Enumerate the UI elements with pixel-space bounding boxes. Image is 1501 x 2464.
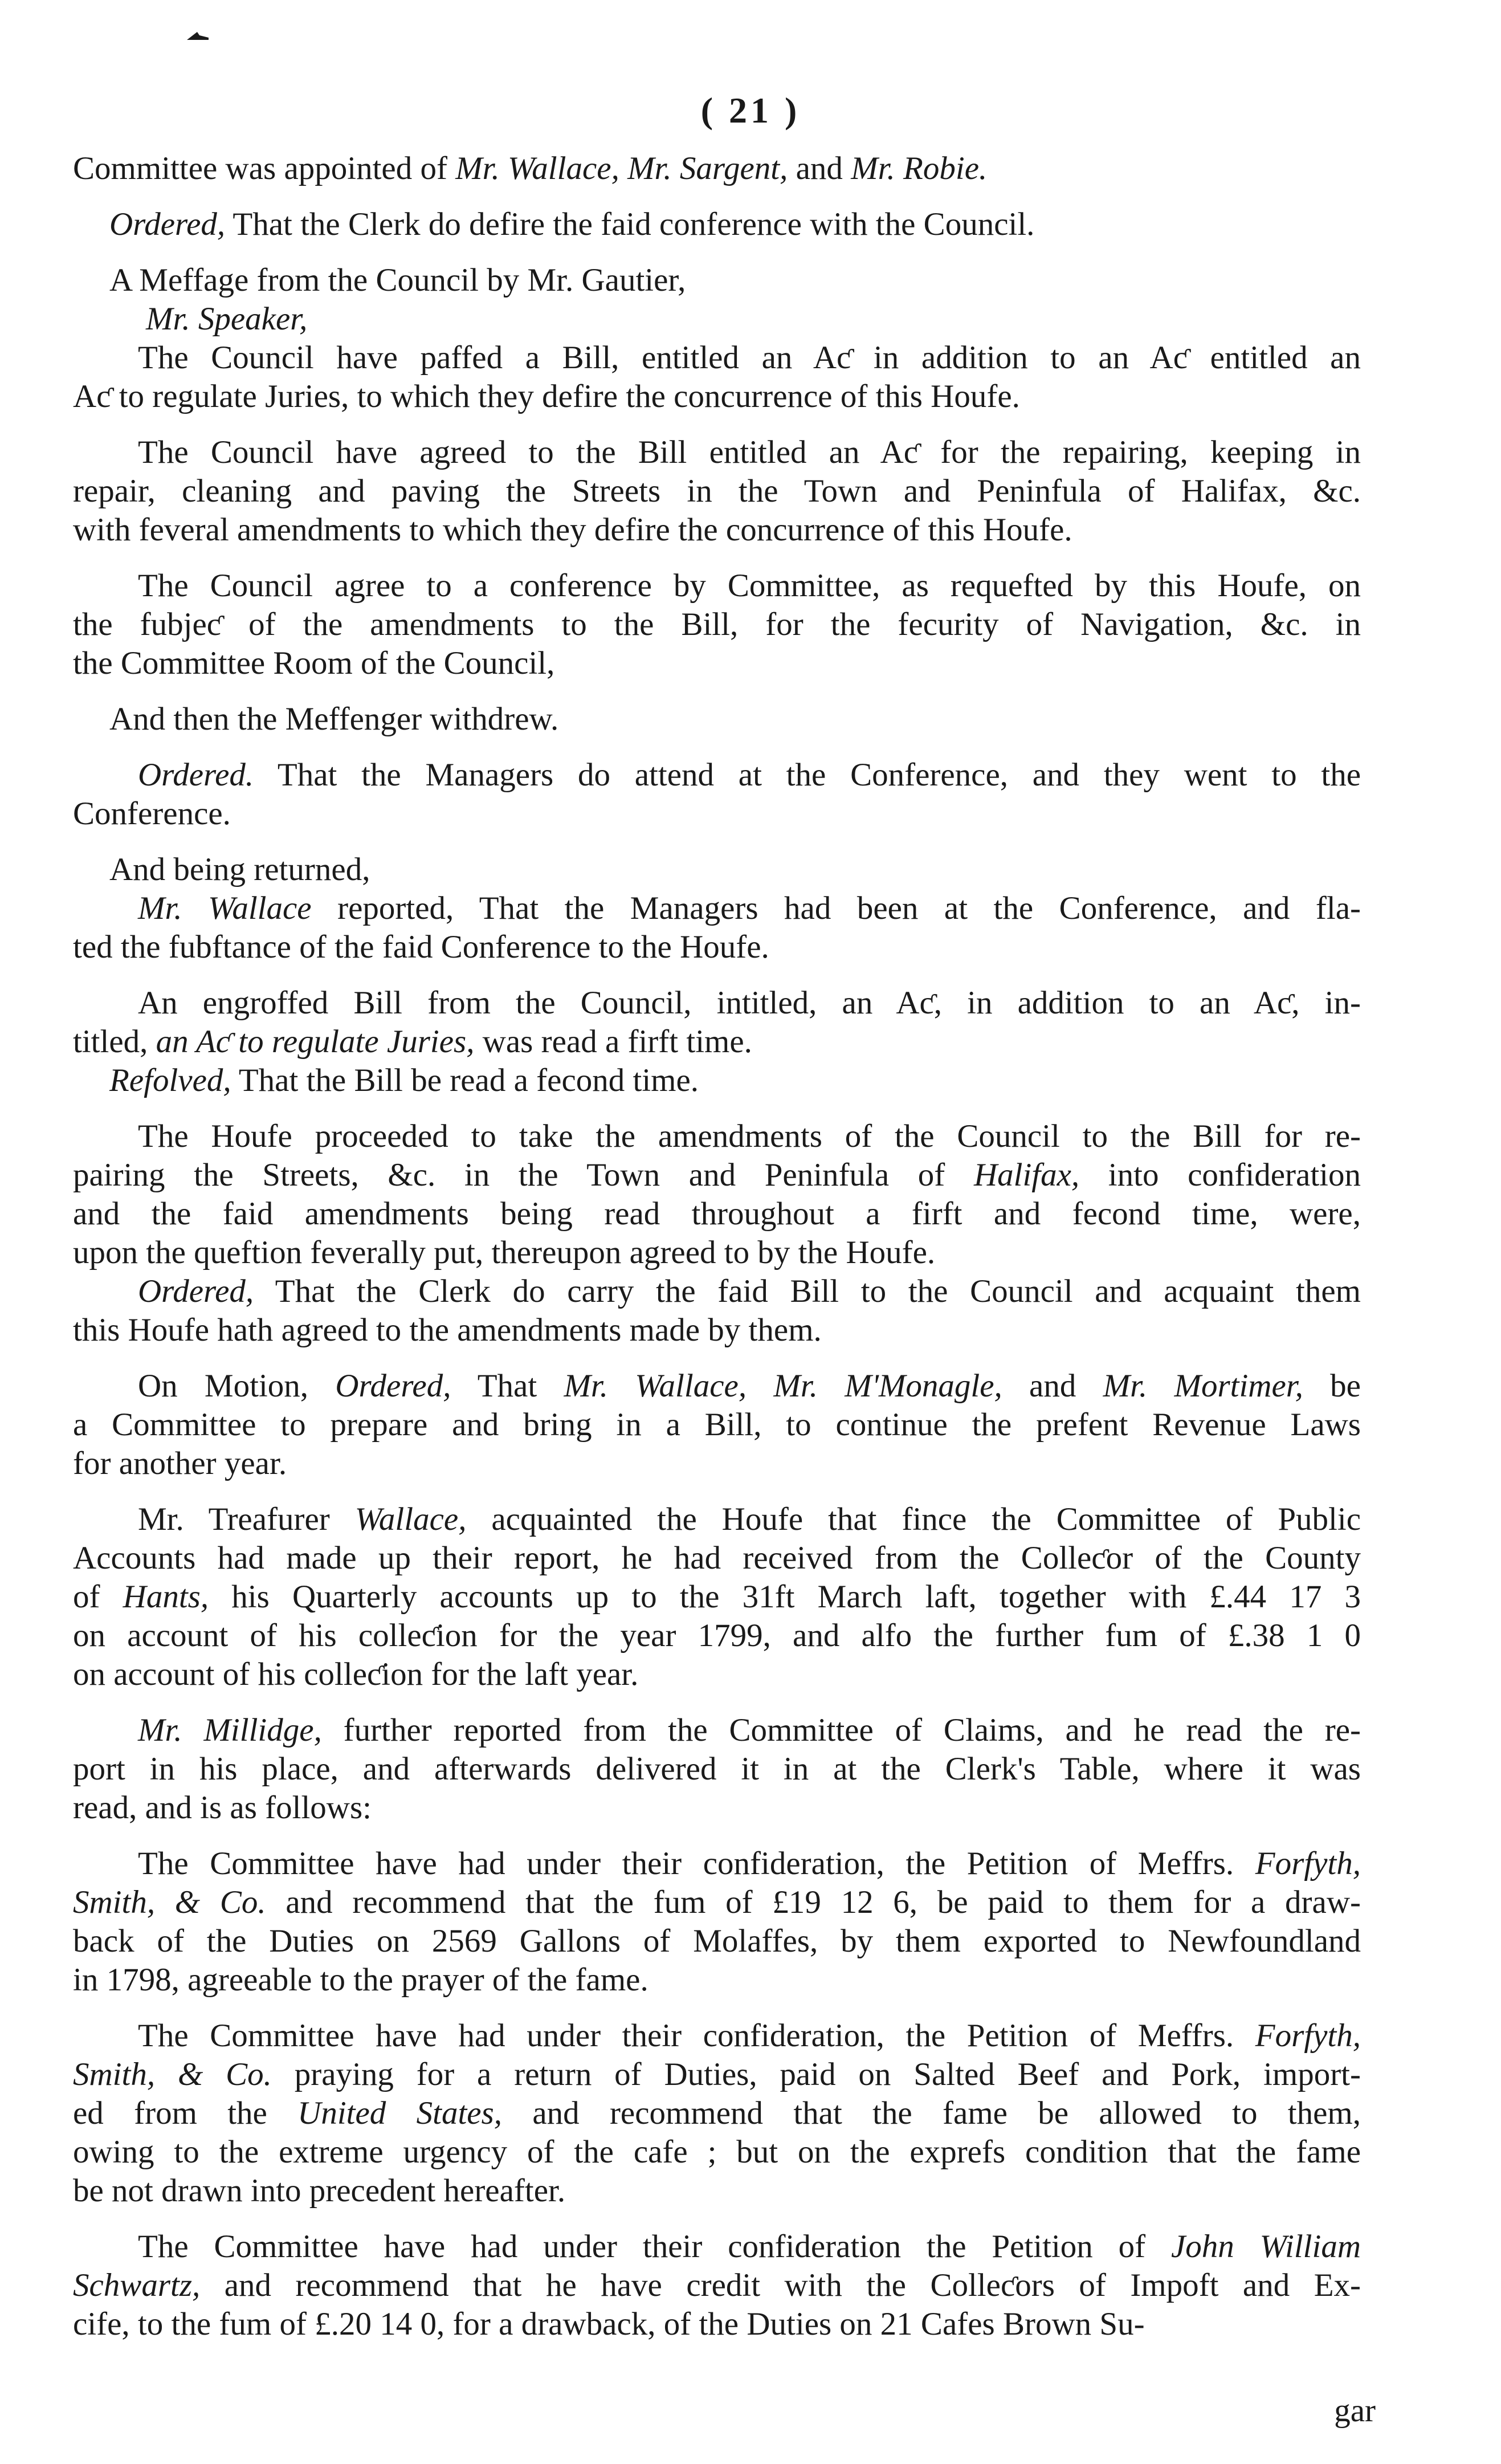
paragraph (73, 1500, 1361, 1694)
italic-text: Mr. Wallace, Mr. M'Monagle, (564, 1368, 1002, 1404)
text-run: back of the Duties on 2569 Gallons of Molaffes, by them exported to Newfoundland (73, 1923, 1361, 1959)
text-line (73, 2266, 1361, 2305)
text-run: praying for a return of Duties, paid on Salted Beef and Pork, import- (271, 2056, 1361, 2092)
text-line (73, 1444, 1361, 1483)
italic-text: Mr. Millidge, (138, 1712, 322, 1748)
italic-text: Forfyth, (1255, 1846, 1361, 1881)
paragraph (73, 339, 1361, 416)
text-run: with feveral amendments to which they defire the concurrence of this Houfe. (73, 512, 1072, 548)
body-text (73, 149, 1361, 2361)
text-run: The Houfe proceeded to take the amendments of the Council to the Bill for re- (73, 1118, 1361, 1154)
text-run: And then the Meffenger withdrew. (109, 701, 559, 737)
text-line (73, 984, 1361, 1023)
text-line (73, 567, 1361, 605)
paragraph (73, 205, 1361, 244)
text-run: That the Bill be read a fecond time. (231, 1062, 699, 1098)
italic-text: Wallace, (354, 1501, 467, 1537)
paragraph (73, 1844, 1361, 1999)
text-line (146, 300, 1361, 339)
text-run: into confideration (1079, 1157, 1361, 1193)
italic-text: John William (1170, 2229, 1361, 2265)
text-line (73, 1961, 1361, 1999)
text-line (73, 1500, 1361, 1539)
text-line (73, 2017, 1361, 2055)
text-run: The Committee have had under their confideration, the Petition of Meffrs. (73, 2018, 1255, 2054)
text-run: and recommend that the fum of £19 12 6, be paid to them for a draw- (266, 1884, 1361, 1920)
italic-text: Mr. Robie. (851, 150, 988, 186)
text-line (73, 1233, 1361, 1272)
text-line (73, 1117, 1361, 1156)
paragraph (73, 984, 1361, 1061)
text-line (109, 261, 1361, 300)
italic-text: Schwartz, (73, 2267, 201, 2303)
text-run: That (451, 1368, 564, 1404)
text-line (73, 2055, 1361, 2094)
text-run: On Motion, (73, 1368, 336, 1404)
text-run: The Council agree to a conference by Committee, as requefted by this Houfe, on (73, 568, 1361, 604)
text-line (73, 889, 1361, 928)
text-line (73, 1883, 1361, 1922)
text-line (73, 1367, 1361, 1406)
text-run: The Council have paffed a Bill, entitled an Aƈ in addition to an Aƈ entitled an (73, 340, 1361, 376)
italic-text: Ordered. (138, 757, 254, 793)
text-line (73, 1711, 1361, 1750)
text-line (73, 1578, 1361, 1616)
text-line (73, 1272, 1361, 1311)
text-run: the fubjeƈ of the amendments to the Bill, for the fecurity of Navigation, &c. in (73, 606, 1361, 642)
text-line (73, 928, 1361, 967)
text-run: was read a firft time. (474, 1024, 752, 1060)
text-line (109, 205, 1361, 244)
text-line (73, 1023, 1361, 1061)
text-run: pairing the Streets, &c. in the Town and Peninfula of (73, 1157, 974, 1193)
paragraph (73, 149, 1361, 188)
text-line (73, 472, 1361, 511)
text-run: And being returned, (109, 852, 370, 887)
paragraph (73, 1711, 1361, 1827)
italic-text: Ordered, (138, 1273, 254, 1309)
text-run: That the Clerk do carry the faid Bill to the Council and acquaint them (254, 1273, 1361, 1309)
text-run: titled, (73, 1024, 156, 1060)
italic-text: Mr. Mortimer, (1103, 1368, 1303, 1404)
paragraph (73, 433, 1361, 549)
text-run (73, 1273, 138, 1309)
paragraph (73, 2017, 1361, 2210)
paragraph (73, 1272, 1361, 1350)
text-run: read, and is as follows: (73, 1790, 372, 1826)
page-number: ( 21 ) (700, 90, 801, 131)
text-run: An engroffed Bill from the Council, intitled, an Aƈ, in addition to an Aƈ, in- (73, 985, 1361, 1021)
text-run (73, 1712, 138, 1748)
text-line (73, 2094, 1361, 2133)
italic-text: Mr. Wallace (138, 890, 312, 926)
text-line (73, 511, 1361, 549)
text-run: and recommend that the fame be allowed to them, (502, 2095, 1361, 2131)
text-run: ted the fubftance of the faid Conference to the Houfe. (73, 929, 769, 965)
text-run: ed from the (73, 2095, 298, 2131)
text-line (73, 2133, 1361, 2172)
text-line (73, 339, 1361, 377)
paragraph (73, 1117, 1361, 1272)
italic-text: Refolved, (109, 1062, 231, 1098)
text-line (73, 1406, 1361, 1444)
text-run: this Houfe hath agreed to the amendments made by them. (73, 1312, 822, 1348)
text-line (73, 1156, 1361, 1195)
italic-text: Smith, & Co. (73, 1884, 266, 1920)
paragraph (73, 889, 1361, 967)
text-line (73, 1311, 1361, 1350)
italic-text: Halifax, (973, 1157, 1080, 1193)
text-run: That the Managers do attend at the Conference, and they went to the (254, 757, 1361, 793)
paragraph (73, 567, 1361, 683)
paragraph (73, 756, 1361, 833)
text-run: A Meffage from the Council by Mr. Gautier, (109, 262, 686, 298)
paragraph (73, 300, 1361, 339)
text-run: Aƈ to regulate Juries, to which they defire the concurrence of this Houfe. (73, 378, 1020, 414)
text-line (73, 1750, 1361, 1789)
italic-text: Ordered, (109, 206, 226, 242)
text-run: acquainted the Houfe that fince the Committee of Public (466, 1501, 1361, 1537)
text-line (73, 1616, 1361, 1655)
catchword: gar (1334, 2393, 1376, 2429)
italic-text: Mr. Speaker, (146, 301, 308, 337)
paragraph (73, 261, 1361, 300)
text-run: Conference. (73, 796, 231, 832)
text-run: upon the queftion feverally put, thereupon agreed to by the Houfe. (73, 1235, 936, 1270)
paragraph (73, 2227, 1361, 2344)
text-run: and the faid amendments being read throughout a firft and fecond time, were, (73, 1196, 1361, 1232)
text-run: and (788, 150, 851, 186)
text-run: Committee was appointed of (73, 150, 456, 186)
text-line (73, 795, 1361, 833)
text-run: on account of his colleƈion for the laft year. (73, 1656, 639, 1692)
text-line (109, 850, 1361, 889)
text-line (109, 700, 1361, 739)
text-run: That the Clerk do defire the faid conference with the Council. (225, 206, 1035, 242)
text-run (73, 890, 138, 926)
italic-text: an Aƈ to regulate Juries, (156, 1024, 475, 1060)
paragraph (73, 1061, 1361, 1100)
text-line (73, 377, 1361, 416)
text-line (73, 1655, 1361, 1694)
text-line (73, 605, 1361, 644)
paragraph (73, 700, 1361, 739)
text-run: The Council have agreed to the Bill entitled an Aƈ for the repairing, keeping in (73, 434, 1361, 470)
text-run: be not drawn into precedent hereafter. (73, 2173, 566, 2209)
text-line (73, 1539, 1361, 1578)
italic-text: Smith, & Co. (73, 2056, 272, 2092)
text-line (73, 433, 1361, 472)
text-run: Accounts had made up their report, he had received from the Colleƈor of the County (73, 1540, 1361, 1576)
italic-text: Mr. Wallace, Mr. Sargent, (455, 150, 788, 186)
text-line (73, 2172, 1361, 2210)
text-run: The Committee have had under their confideration the Petition of (73, 2229, 1171, 2265)
text-run: and recommend that he have credit with the Colleƈors of Impoft and Ex- (200, 2267, 1361, 2303)
text-run: reported, That the Managers had been at the Conference, and fla- (311, 890, 1361, 926)
text-run: on account of his colleƈion for the year 1799, and alfo the further fum of £.38 1 0 (73, 1618, 1361, 1653)
text-run: owing to the extreme urgency of the cafe ; but on the exprefs condition that the fame (73, 2134, 1361, 2170)
text-run: a Committee to prepare and bring in a Bill, to continue the prefent Revenue Laws (73, 1407, 1361, 1443)
paragraph (73, 1367, 1361, 1483)
text-line (73, 149, 1361, 188)
paragraph (73, 850, 1361, 889)
italic-text: Forfyth, (1255, 2018, 1361, 2054)
italic-text: Hants, (123, 1579, 209, 1615)
printer-mark-icon (186, 30, 210, 41)
text-line (73, 1789, 1361, 1827)
text-line (109, 1061, 1361, 1100)
text-run: in 1798, agreeable to the prayer of the fame. (73, 1962, 648, 1998)
text-line (73, 2227, 1361, 2266)
text-run: further reported from the Committee of Claims, and he read the re- (321, 1712, 1361, 1748)
text-run: of (73, 1579, 123, 1615)
text-line (73, 1844, 1361, 1883)
text-run: for another year. (73, 1445, 287, 1481)
text-run: be (1303, 1368, 1361, 1404)
text-line (73, 644, 1361, 683)
italic-text: United States, (297, 2095, 503, 2131)
text-line (73, 1922, 1361, 1961)
text-run: his Quarterly accounts up to the 31ft March laft, together with £.44 17 3 (209, 1579, 1361, 1615)
text-line (73, 756, 1361, 795)
text-run: repair, cleaning and paving the Streets in the Town and Peninfula of Halifax, &c. (73, 473, 1361, 509)
text-line (73, 2305, 1361, 2344)
text-run: cife, to the fum of £.20 14 0, for a drawback, of the Duties on 21 Cafes Brown Su- (73, 2306, 1145, 2342)
text-run (73, 757, 138, 793)
italic-text: Ordered, (335, 1368, 451, 1404)
text-run: and (1002, 1368, 1103, 1404)
text-run: the Committee Room of the Council, (73, 645, 555, 681)
text-line (73, 1195, 1361, 1233)
text-run: The Committee have had under their confideration, the Petition of Meffrs. (73, 1846, 1255, 1881)
text-run: Mr. Treafurer (73, 1501, 355, 1537)
text-run: port in his place, and afterwards delivered it in at the Clerk's Table, where it was (73, 1751, 1361, 1787)
